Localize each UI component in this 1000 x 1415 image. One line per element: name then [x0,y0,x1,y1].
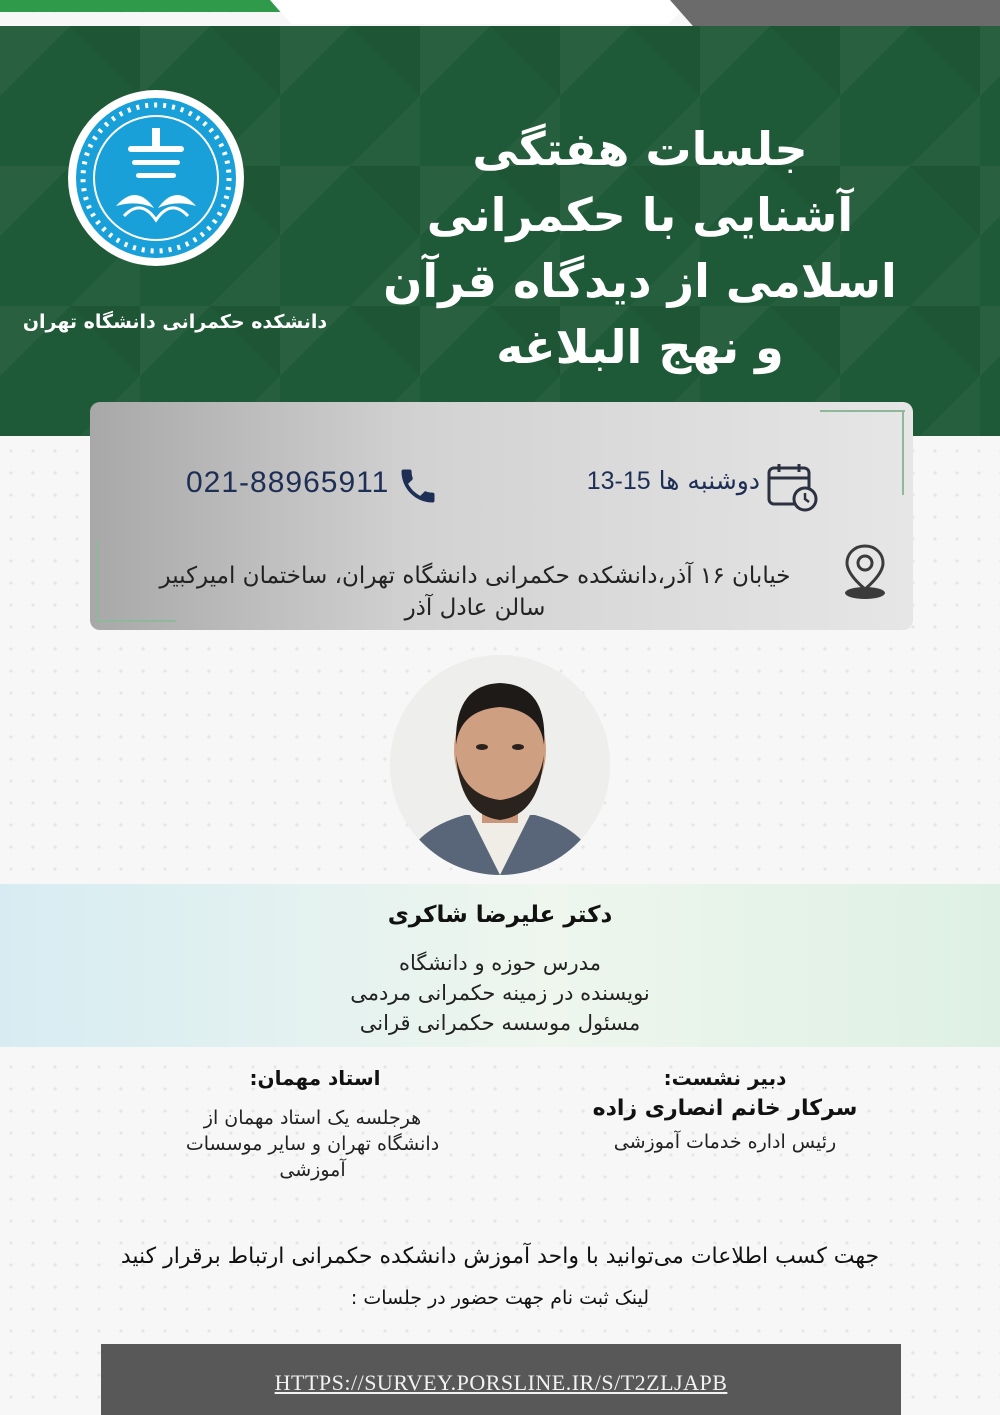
speaker-photo [390,655,610,875]
schedule [550,466,760,496]
guest-description-line: هرجلسه یک استاد مهمان از [203,1107,422,1129]
guest-description [175,1105,450,1183]
phone-number: 021-88965911 [186,466,390,499]
schedule-time: 13-15 [586,467,651,495]
moderator-label: دبیر نشست: [663,1066,787,1090]
speaker-bio [250,948,750,1038]
decorative-line [820,410,905,412]
speaker-bio-line: نویسنده در زمینه حکمرانی مردمی [350,981,650,1005]
moderator-role: رئیس اداره خدمات آموزشی [613,1131,837,1153]
address-line: خیابان ۱۶ آذر،دانشکده حکمرانی دانشگاه تهران، ساختمان امیرکبیر [159,563,791,589]
title-line: و نهج البلاغه [496,320,784,374]
top-accent-white [270,0,690,24]
header-banner [0,26,1000,436]
address-line: سالن عادل آذر [404,595,546,621]
page-title [350,116,930,380]
guest-description-line: دانشگاه تهران و سایر موسسات [185,1133,440,1155]
phone-icon [396,464,440,508]
guest-label: استاد مهمان: [249,1066,381,1090]
registration-link[interactable]: HTTPS://SURVEY.PORSLINE.IR/S/T2ZLJAPB [274,1370,728,1395]
title-line: آشنایی با حکمرانی [426,188,854,242]
location-pin-icon [842,543,888,601]
top-accent-green [0,0,300,12]
registration-label: لینک ثبت نام جهت حضور در جلسات : [350,1287,650,1309]
decorative-line [96,540,98,622]
title-line: اسلامی از دیدگاه قرآن [383,254,897,308]
contact-info: جهت کسب اطلاعات می‌توانید با واحد آموزش دانشکده حکمرانی ارتباط برقرار کنید [120,1244,880,1269]
faculty-name: دانشکده حکمرانی دانشگاه تهران [22,311,328,333]
speaker-bio-line: مسئول موسسه حکمرانی قرانی [359,1011,641,1035]
decorative-line [902,410,904,495]
calendar-clock-icon [766,462,820,512]
speaker-bio-line: مدرس حوزه و دانشگاه [399,951,601,975]
address [110,560,840,624]
speaker-name: دکتر علیرضا شاکری [387,902,613,928]
guest-description-line: آموزشی [279,1159,346,1181]
moderator-name: سرکار خانم انصاری زاده [592,1096,858,1121]
schedule-day: دوشنبه ها [658,466,760,495]
university-logo [66,88,246,268]
title-line: جلسات هفتگی [472,122,808,176]
